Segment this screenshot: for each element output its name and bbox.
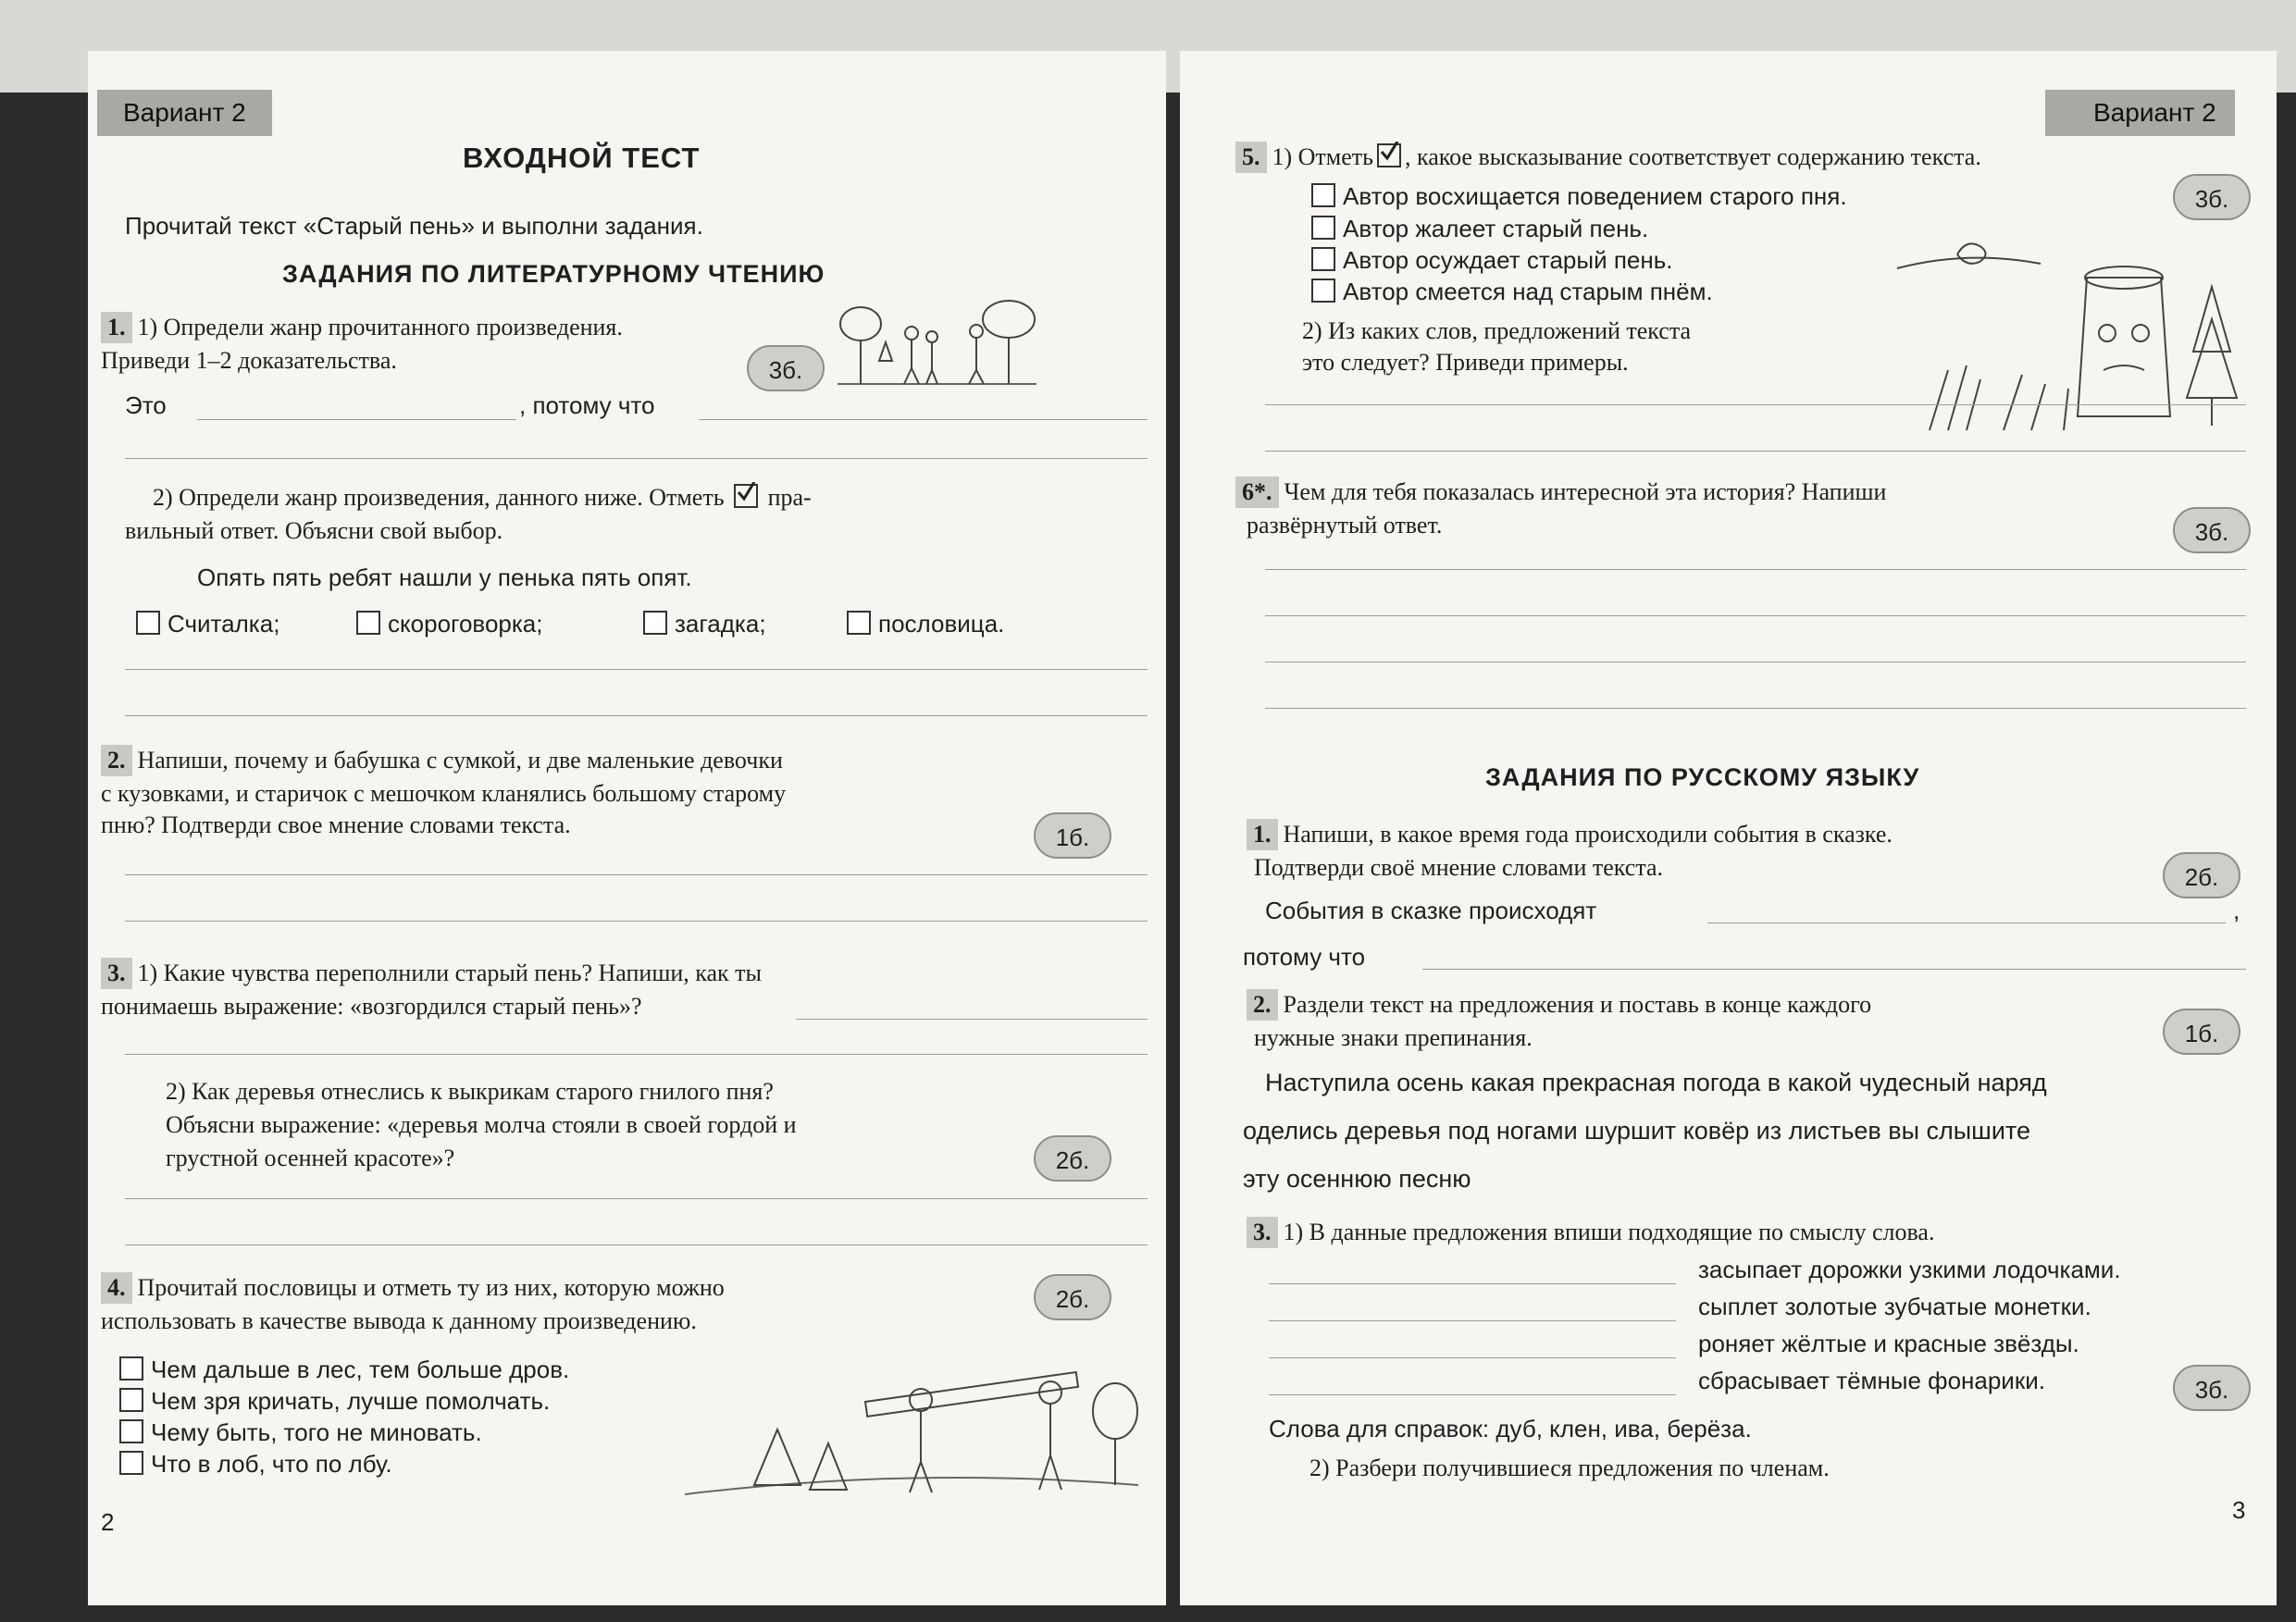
task4-text: Прочитай пословицы и отметь ту из них, которую можно [137,1274,725,1301]
points-badge-task5: 3б. [2173,174,2251,220]
r1-text: Напиши, в какое время года происходили события в сказке. [1283,821,1893,848]
r1-answer2: потому что [1243,943,1366,971]
checkbox[interactable] [1311,279,1335,303]
r1-line2: Подтверди своё мнение словами текста. [1254,854,1664,881]
checkmark-icon [1377,143,1401,167]
option-label: загадка; [675,610,766,638]
task1-part2-line2: вильный ответ. Объясни свой выбор. [125,517,503,544]
answer-line[interactable] [197,419,516,420]
checkbox[interactable] [643,611,667,635]
task5-option-1[interactable] [1311,180,1847,212]
answer-line[interactable] [125,874,1148,875]
proverb-option-1[interactable] [119,1354,569,1385]
task-number: 3. [101,958,132,989]
answer-line[interactable] [1265,708,2246,709]
task5-text-b: , какое высказывание соответствует содержанию текста. [1405,143,1981,170]
task2-line1 [101,745,783,776]
checkbox[interactable] [119,1388,143,1412]
answer-line[interactable] [796,1019,1148,1020]
r1-line1 [1247,819,1893,850]
task1-example: Опять пять ребят нашли у пенька пять опят. [197,563,692,591]
checkbox[interactable] [1311,183,1335,207]
people-bowing-illustration [828,296,1046,393]
intro-text: Прочитай текст «Старый пень» и выполни задания. [125,212,703,240]
blank-line[interactable] [1269,1283,1676,1284]
checkbox[interactable] [119,1419,143,1443]
task-number: 6*. [1235,477,1279,508]
answer-line[interactable] [1422,969,2246,970]
task-number: 1. [101,312,132,343]
task1-part2-line1 [153,482,812,514]
answer-line[interactable] [125,921,1148,922]
points-badge-task6: 3б. [2173,507,2251,553]
answer-line[interactable] [1265,569,2246,570]
task1-line1 [101,312,623,343]
checkbox[interactable] [847,611,871,635]
r1-comma: , [2233,897,2240,924]
task-number: 2. [1247,989,1278,1021]
task5-part2-line1: 2) Из каких слов, предложений текста [1302,317,1692,344]
points-badge-r3: 3б. [2173,1365,2251,1411]
option-label: Чем дальше в лес, тем больше дров. [151,1356,570,1383]
blank-line[interactable] [1269,1394,1676,1395]
task1-part2-end: пра- [767,484,812,511]
task1-answer-mid: , потому что [519,391,655,419]
answer-line[interactable] [1265,451,2246,452]
answer-line[interactable] [125,1198,1148,1199]
task-number: 1. [1247,819,1278,850]
genre-option-3[interactable] [643,608,766,639]
answer-line[interactable] [125,1244,1148,1245]
answer-line[interactable] [125,458,1148,459]
task6-line2: развёрнутый ответ. [1247,512,1443,539]
task5-text-a: 1) Отметь [1272,143,1374,170]
option-label: Автор смеется над старым пнём. [1343,278,1713,305]
task-number: 3. [1247,1217,1278,1248]
option-label: Чему быть, того не миновать. [151,1418,482,1446]
option-label: скороговорка; [388,610,543,638]
right-page [1180,51,2277,1605]
task2-text: Напиши, почему и бабушка с сумкой, и две маленькие девочки [137,747,783,774]
r3-line1 [1247,1217,1934,1248]
r2-line1 [1247,989,1871,1021]
task4-line2: использовать в качестве вывода к данному произведению. [101,1307,697,1334]
task3-line2: понимаешь выражение: «возгордился старый пень»? [101,993,642,1020]
task1-answer-start: Это [125,391,167,419]
left-page [88,51,1166,1605]
task1-text: 1) Определи жанр прочитанного произведения. [137,314,623,340]
checkmark-icon [734,484,758,508]
r3-sentence-2: сыплет золотые зубчатые монетки. [1698,1293,2091,1320]
task5-option-2[interactable] [1311,213,1648,244]
task2-line3: пню? Подтверди свое мнение словами текста. [101,811,571,838]
task5-part2-line2: это следует? Приведи примеры. [1302,349,1629,376]
checkbox[interactable] [136,611,160,635]
points-badge-r2: 1б. [2163,1009,2240,1055]
boys-carrying-log-illustration [680,1346,1143,1508]
r3-sentence-1: засыпает дорожки узкими лодочками. [1698,1256,2121,1283]
answer-line[interactable] [699,419,1148,420]
blank-line[interactable] [1269,1320,1676,1321]
option-label: Чем зря кричать, лучше помолчать. [151,1387,551,1415]
r2-text-line2: оделись деревья под ногами шуршит ковёр из листьев вы слышите [1243,1117,2031,1145]
r2-text-line1: Наступила осень какая прекрасная погода в какой чудесный наряд [1265,1069,2047,1096]
option-label: Считалка; [168,610,280,638]
section-title-literature: ЗАДАНИЯ ПО ЛИТЕРАТУРНОМУ ЧТЕНИЮ [282,260,825,288]
task1-part2-text: 2) Определи жанр произведения, данного ниже. Отметь [153,484,725,511]
checkbox[interactable] [1311,247,1335,271]
test-title: ВХОДНОЙ ТЕСТ [463,142,701,174]
points-badge-task3: 2б. [1034,1135,1111,1182]
genre-option-1[interactable] [136,608,279,639]
task5-option-4[interactable] [1311,276,1713,307]
answer-line[interactable] [1265,615,2246,616]
points-badge-task2: 1б. [1034,812,1111,859]
answer-line[interactable] [125,669,1148,670]
genre-option-2[interactable] [356,608,543,639]
checkbox[interactable] [356,611,380,635]
proverb-option-4[interactable] [119,1448,392,1480]
task3-part2-line2: Объясни выражение: «деревья молча стояли в своей гордой и [166,1111,797,1138]
page-number-right: 3 [2232,1496,2246,1524]
r3-sentence-3: роняет жёлтые и красные звёзды. [1698,1330,2079,1357]
task3-line1 [101,958,762,989]
task-number: 2. [101,745,132,776]
r3-reference: Слова для справок: дуб, клен, ива, берёза. [1269,1415,1752,1442]
old-stump-bird-illustration [1893,213,2272,435]
proverb-option-3[interactable] [119,1417,482,1448]
points-badge-r1: 2б. [2163,852,2240,898]
section-title-russian: ЗАДАНИЯ ПО РУССКОМУ ЯЗЫКУ [1485,763,1920,791]
checkbox[interactable] [119,1356,143,1381]
blank-line[interactable] [1269,1357,1676,1358]
task5-option-3[interactable] [1311,244,1672,276]
checkbox[interactable] [119,1451,143,1475]
task4-line1 [101,1272,725,1304]
r2-line2: нужные знаки препинания. [1254,1024,1533,1051]
task3-text: 1) Какие чувства переполнили старый пень? Напиши, как ты [137,960,763,986]
points-badge-task4: 2б. [1034,1274,1111,1320]
r2-text: Раздели текст на предложения и поставь в конце каждого [1283,991,1872,1018]
task3-part2-line1: 2) Как деревья отнеслись к выкрикам старого гнилого пня? [166,1078,774,1105]
task2-line2: с кузовками, и старичок с мешочком кланялись большому старому [101,780,787,807]
page-number-left: 2 [101,1508,115,1536]
r1-answer1: События в сказке происходят [1265,897,1597,924]
points-badge-task1: 3б. [747,345,825,391]
variant-tab-right: Вариант 2 [2045,90,2235,136]
option-label: пословица. [878,610,1005,638]
answer-line[interactable] [1707,922,2226,923]
genre-option-4[interactable] [847,608,1004,639]
task6-line1 [1235,477,1886,508]
option-label: Автор осуждает старый пень. [1343,246,1673,274]
task5-line1 [1235,142,1981,173]
answer-line[interactable] [1265,404,2246,405]
task-number: 5. [1235,142,1267,173]
task3-part2-line3: грустной осенней красоте»? [166,1145,455,1171]
answer-line[interactable] [125,1054,1148,1055]
option-label: Что в лоб, что по лбу. [151,1450,392,1478]
proverb-option-2[interactable] [119,1385,550,1417]
task-number: 4. [101,1272,132,1304]
r3-text: 1) В данные предложения впиши подходящие по смыслу слова. [1283,1219,1935,1245]
r2-text-line3: эту осеннюю песню [1243,1165,1471,1193]
variant-tab-left: Вариант 2 [97,90,272,136]
answer-line[interactable] [125,715,1148,716]
option-label: Автор восхищается поведением старого пня. [1343,182,1847,210]
checkbox[interactable] [1311,216,1335,240]
task1-line2: Приведи 1–2 доказательства. [101,347,397,374]
task6-text: Чем для тебя показалась интересной эта история? Напиши [1284,478,1887,505]
r3-part2: 2) Разбери получившиеся предложения по членам. [1309,1455,1830,1481]
option-label: Автор жалеет старый пень. [1343,215,1649,242]
r3-sentence-4: сбрасывает тёмные фонарики. [1698,1367,2045,1394]
